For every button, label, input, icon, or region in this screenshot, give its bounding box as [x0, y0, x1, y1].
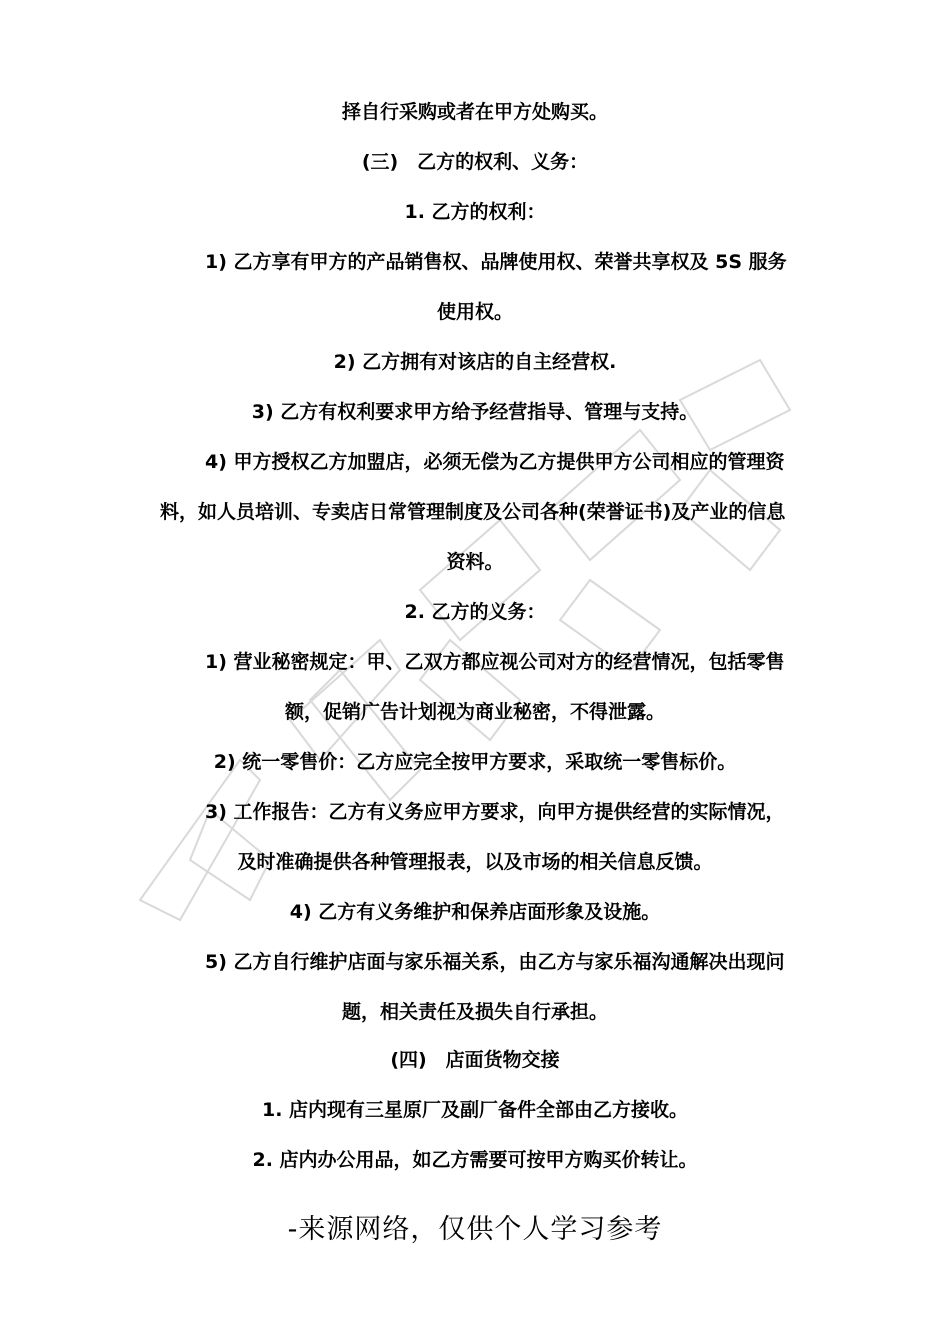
footer-note: -来源网络，仅供个人学习参考 [287, 1214, 663, 1245]
text-line-22: 2. 店内办公用品，如乙方需要可按甲方购买价转让。 [252, 1149, 698, 1171]
text-line-15: 3) 工作报告：乙方有义务应甲方要求，向甲方提供经营的实际情况， [205, 801, 785, 823]
text-line-18: 5) 乙方自行维护店面与家乐福关系，由乙方与家乐福沟通解决出现问 [205, 951, 785, 973]
text-line-12: 1) 营业秘密规定：甲、乙双方都应视公司对方的经营情况，包括零售 [205, 651, 785, 673]
section-heading-3: (三) 乙方的权利、义务： [361, 151, 589, 173]
text-line-19: 题，相关责任及损失自行承担。 [341, 1001, 608, 1023]
section-heading-4: (四) 店面货物交接 [390, 1049, 560, 1071]
subheading-duties: 2. 乙方的义务： [404, 601, 546, 623]
text-line-9: 料，如人员培训、专卖店日常管理制度及公司各种(荣誉证书)及产业的信息 [160, 501, 786, 523]
text-line-8: 4) 甲方授权乙方加盟店，必须无偿为乙方提供甲方公司相应的管理资 [205, 451, 785, 473]
text-line-5: 使用权。 [436, 301, 513, 323]
text-line-4: 1) 乙方享有甲方的产品销售权、品牌使用权、荣誉共享权及 5S 服务 [205, 251, 787, 273]
text-line-16: 及时准确提供各种管理报表，以及市场的相关信息反馈。 [237, 851, 713, 873]
text-line-21: 1. 店内现有三星原厂及副厂备件全部由乙方接收。 [261, 1099, 689, 1121]
text-line-14: 2) 统一零售价：乙方应完全按甲方要求，采取统一零售标价。 [213, 751, 737, 773]
text-line-7: 3) 乙方有权利要求甲方给予经营指导、管理与支持。 [251, 401, 699, 423]
subheading-rights: 1. 乙方的权利： [404, 201, 546, 223]
text-line-17: 4) 乙方有义务维护和保养店面形象及设施。 [289, 901, 661, 923]
text-line-10: 资料。 [446, 551, 504, 573]
text-line-6: 2) 乙方拥有对该店的自主经营权. [333, 351, 617, 373]
text-line-1: 择自行采购或者在甲方处购买。 [341, 101, 608, 123]
text-line-13: 额，促销广告计划视为商业秘密，不得泄露。 [284, 701, 665, 723]
